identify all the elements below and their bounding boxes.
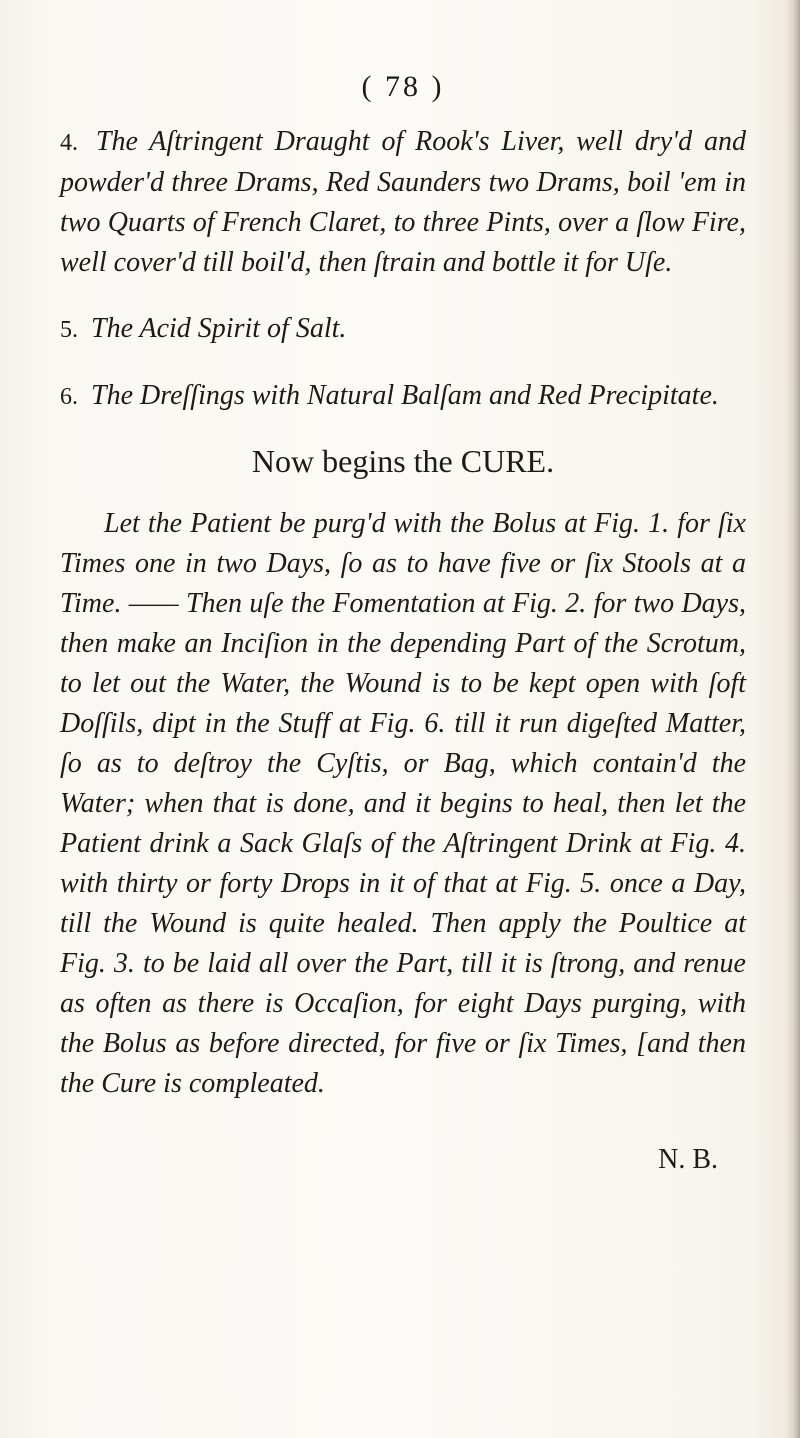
item-text: The Aſtringent Draught of Rook's Liver, well dry'd and powder'd three Drams, Red Saunders two Drams, boil 'em in two Quarts of French Claret, to three Pints, over a ſlow Fire, well cover'd till boil'd, then ſtrain and bottle it for Uſe. xyxy=(60,126,747,278)
item-text: The Dreſſings with Natural Balſam and Red Precipitate. xyxy=(91,380,719,411)
item-number: 6. xyxy=(60,384,78,410)
page-edge-shadow xyxy=(786,0,800,1438)
recipe-item-4 xyxy=(60,122,746,283)
item-text: The Acid Spirit of Salt. xyxy=(91,313,347,344)
nota-bene: N. B. xyxy=(658,1144,718,1175)
page-text xyxy=(60,70,746,1176)
recipe-item-5 xyxy=(60,309,746,350)
item-number: 4. xyxy=(60,130,78,156)
section-heading: Now begins the CURE. xyxy=(251,443,555,479)
item-number: 5. xyxy=(60,317,78,343)
cure-paragraph: Let the Patient be purg'd with the Bolus at Fig. 1. for ſix Times one in two Days, ſo as to have five or ſix Stools at a Time. —— Then uſe the Fomentation at Fig. 2. for two Days, then make an Inciſion in the depending Part of the Scrotum, to let out the Water, the Wound is to be kept open with ſoft Doſſils, dipt in the Stuff at Fig. 6. till it run digeſted Matter, ſo as to deſtroy the Cyſtis, or Bag, which contain'd the Water; when that is done, and it begins to heal, then let the Patient drink a Sack Glaſs of the Aſtringent Drink at Fig. 4. with thirty or forty Drops in it of that at Fig. 5. once a Day, till the Wound is quite healed. Then apply the Poultice at Fig. 3. to be laid all over the Part, till it is ſtrong, and renue as often as there is Occaſion, for eight Days purging, with the Bolus as before directed, for five or ſix Times, [and then the Cure is compleated. xyxy=(60,508,746,1099)
page-number: ( 78 ) xyxy=(361,70,445,103)
recipe-item-6 xyxy=(60,376,746,417)
